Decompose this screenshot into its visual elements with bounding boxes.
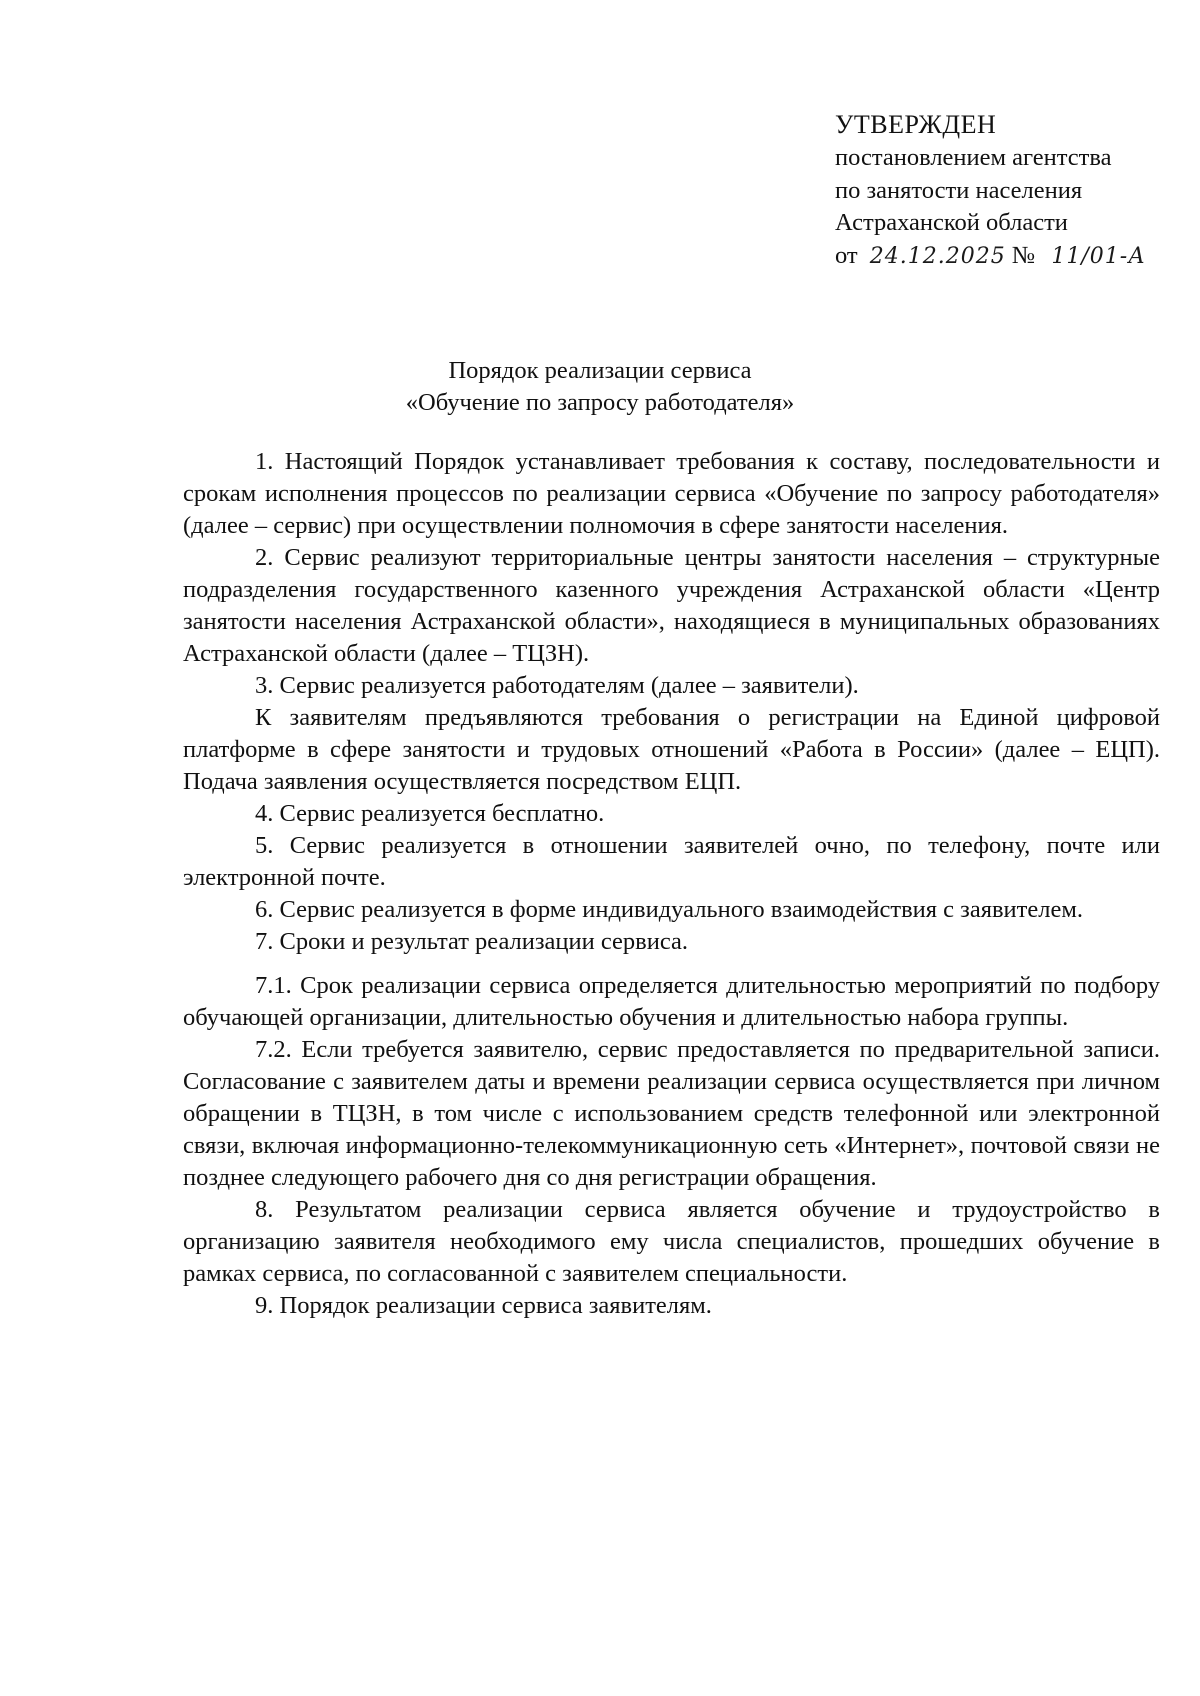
- title-line-1: Порядок реализации сервиса: [448, 357, 752, 384]
- handwritten-date: 24.12.2025: [869, 243, 1006, 269]
- paragraph-4: 4. Сервис реализуется бесплатно.: [255, 800, 605, 827]
- paragraph-1: 1. Настоящий Порядок устанавливает требования к составу, последовательности и срокам исполнения процессов по реализации сервиса «Обучение по запросу работодателя» (далее – сервис) при осуществлении полномочия в сфере занятости населения.: [183, 448, 1160, 539]
- approval-block: [835, 108, 1165, 273]
- paragraph-3-requirements: К заявителям предъявляются требования о регистрации на Единой цифровой платформе в сфере занятости и трудовых отношений «Работа в России» (далее – ЕЦП). Подача заявления осуществляется посредством ЕЦП.: [183, 704, 1160, 795]
- paragraph-9: 9. Порядок реализации сервиса заявителям.: [255, 1292, 712, 1319]
- paragraph-5: 5. Сервис реализуется в отношении заявителей очно, по телефону, почте или электронной почте.: [183, 832, 1160, 891]
- paragraph-3: 3. Сервис реализуется работодателям (далее – заявители).: [255, 672, 859, 699]
- title-line-2: «Обучение по запросу работодателя»: [405, 389, 795, 416]
- approval-line-3: Астраханской области: [835, 209, 1068, 236]
- number-sign: №: [1011, 241, 1036, 269]
- paragraph-6: 6. Сервис реализуется в форме индивидуального взаимодействия с заявителем.: [255, 896, 1083, 923]
- approval-line-1: постановлением агентства: [835, 144, 1112, 171]
- date-prefix: от: [835, 241, 858, 269]
- paragraph-7: 7. Сроки и результат реализации сервиса.: [255, 928, 689, 955]
- handwritten-number: 11/01-А: [1051, 243, 1146, 269]
- paragraph-7-1: 7.1. Срок реализации сервиса определяется длительностью мероприятий по подбору обучающей организации, длительностью обучения и длительностью набора группы.: [183, 972, 1160, 1031]
- paragraph-2: 2. Сервис реализуют территориальные центры занятости населения – структурные подразделения государственного казенного учреждения Астраханской области «Центр занятости населения Астраханской области», находящиеся в муниципальных образованиях Астраханской области (далее – ТЦЗН).: [183, 544, 1160, 667]
- paragraph-7-2: 7.2. Если требуется заявителю, сервис предоставляется по предварительной записи. Согласование с заявителем даты и времени реализации сервиса осуществляется при личном обращении в ТЦЗН, в том числе с использованием средств телефонной или электронной связи, включая информационно-телекоммуникационную сеть «Интернет», почтовой связи не позднее следующего рабочего дня со дня регистрации обращения.: [183, 1036, 1160, 1191]
- document-body: [183, 446, 1160, 1322]
- document-title: [0, 355, 1200, 419]
- paragraph-8: 8. Результатом реализации сервиса является обучение и трудоустройство в организацию заявителя необходимого ему числа специалистов, прошедших обучение в рамках сервиса, по согласованной с заявителем специальности.: [183, 1196, 1160, 1287]
- approval-line-2: по занятости населения: [835, 176, 1083, 204]
- approval-date-line: [835, 240, 1165, 274]
- approval-heading: УТВЕРЖДЕН: [835, 110, 997, 139]
